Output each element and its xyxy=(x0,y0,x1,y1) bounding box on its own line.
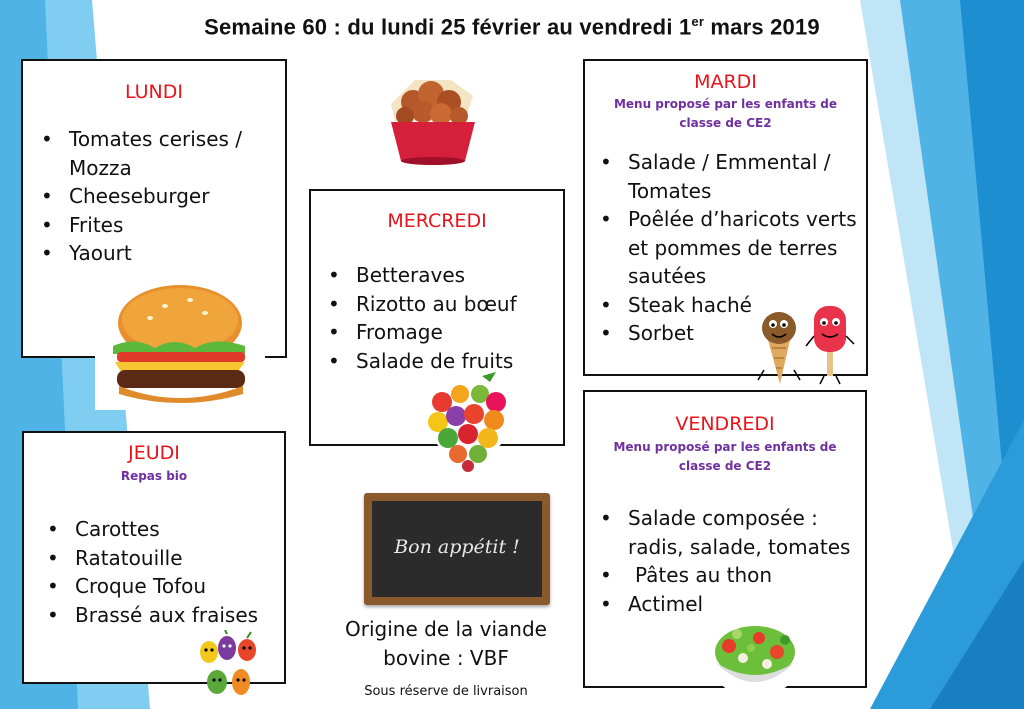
list-item: • Salade / Emmental / Tomates xyxy=(599,148,859,205)
mercredi-title: MERCREDI xyxy=(387,210,487,232)
meat-origin: Origine de la viande bovine : VBF xyxy=(345,617,547,670)
list-item: • Salade de fruits xyxy=(327,347,563,376)
list-item: • Tomates cerises / Mozza xyxy=(40,125,285,182)
salad-bowl-icon xyxy=(707,612,803,702)
vendredi-menu-list xyxy=(599,504,861,618)
list-item: • Fromage xyxy=(327,318,563,347)
lundi-menu-list xyxy=(40,125,285,268)
list-item: • Actimel xyxy=(599,590,861,619)
list-item: • Carottes xyxy=(46,515,286,544)
list-item: • Yaourt xyxy=(40,239,285,268)
mardi-title: MARDI xyxy=(694,71,757,93)
page-title: Semaine 60 : du lundi 25 février au vendredi 1er mars 2019 xyxy=(204,14,820,40)
ice-cream-characters-icon xyxy=(750,300,860,386)
list-item: • Frites xyxy=(40,211,285,240)
list-item: • Pâtes au thon xyxy=(599,561,861,590)
list-item: • Brassé aux fraises xyxy=(46,601,286,630)
fruit-heart-icon xyxy=(420,372,518,476)
vendredi-title: VENDREDI xyxy=(675,413,775,435)
jeudi-subtitle: Repas bio xyxy=(120,469,188,483)
list-item: • Rizotto au bœuf xyxy=(327,290,563,319)
muffin-icon xyxy=(385,66,481,166)
vendredi-subtitle: Menu proposé par les enfants de classe de CE2 xyxy=(613,440,837,473)
burger-icon xyxy=(95,278,265,410)
list-item: • Sorbet xyxy=(599,319,859,348)
list-item: • Salade composée : radis, salade, tomates xyxy=(599,504,861,561)
lundi-title: LUNDI xyxy=(125,81,183,103)
mercredi-menu-list xyxy=(327,261,563,375)
vegetable-characters-icon xyxy=(197,630,265,702)
mardi-subtitle: Menu proposé par les enfants de classe de CE2 xyxy=(613,97,838,130)
jeudi-title: JEUDI xyxy=(128,442,180,464)
list-item: • Croque Tofou xyxy=(46,572,286,601)
list-item: • Cheeseburger xyxy=(40,182,285,211)
delivery-note: Sous réserve de livraison xyxy=(364,684,528,699)
list-item: • Betteraves xyxy=(327,261,563,290)
chalkboard-text: Bon appétit ! xyxy=(394,536,520,558)
list-item: • Ratatouille xyxy=(46,544,286,573)
jeudi-menu-list xyxy=(46,515,286,629)
chalkboard-icon xyxy=(364,493,550,605)
list-item: • Poêlée d’haricots verts et pommes de terres sautées xyxy=(599,205,859,291)
list-item: • Steak haché xyxy=(599,291,859,320)
